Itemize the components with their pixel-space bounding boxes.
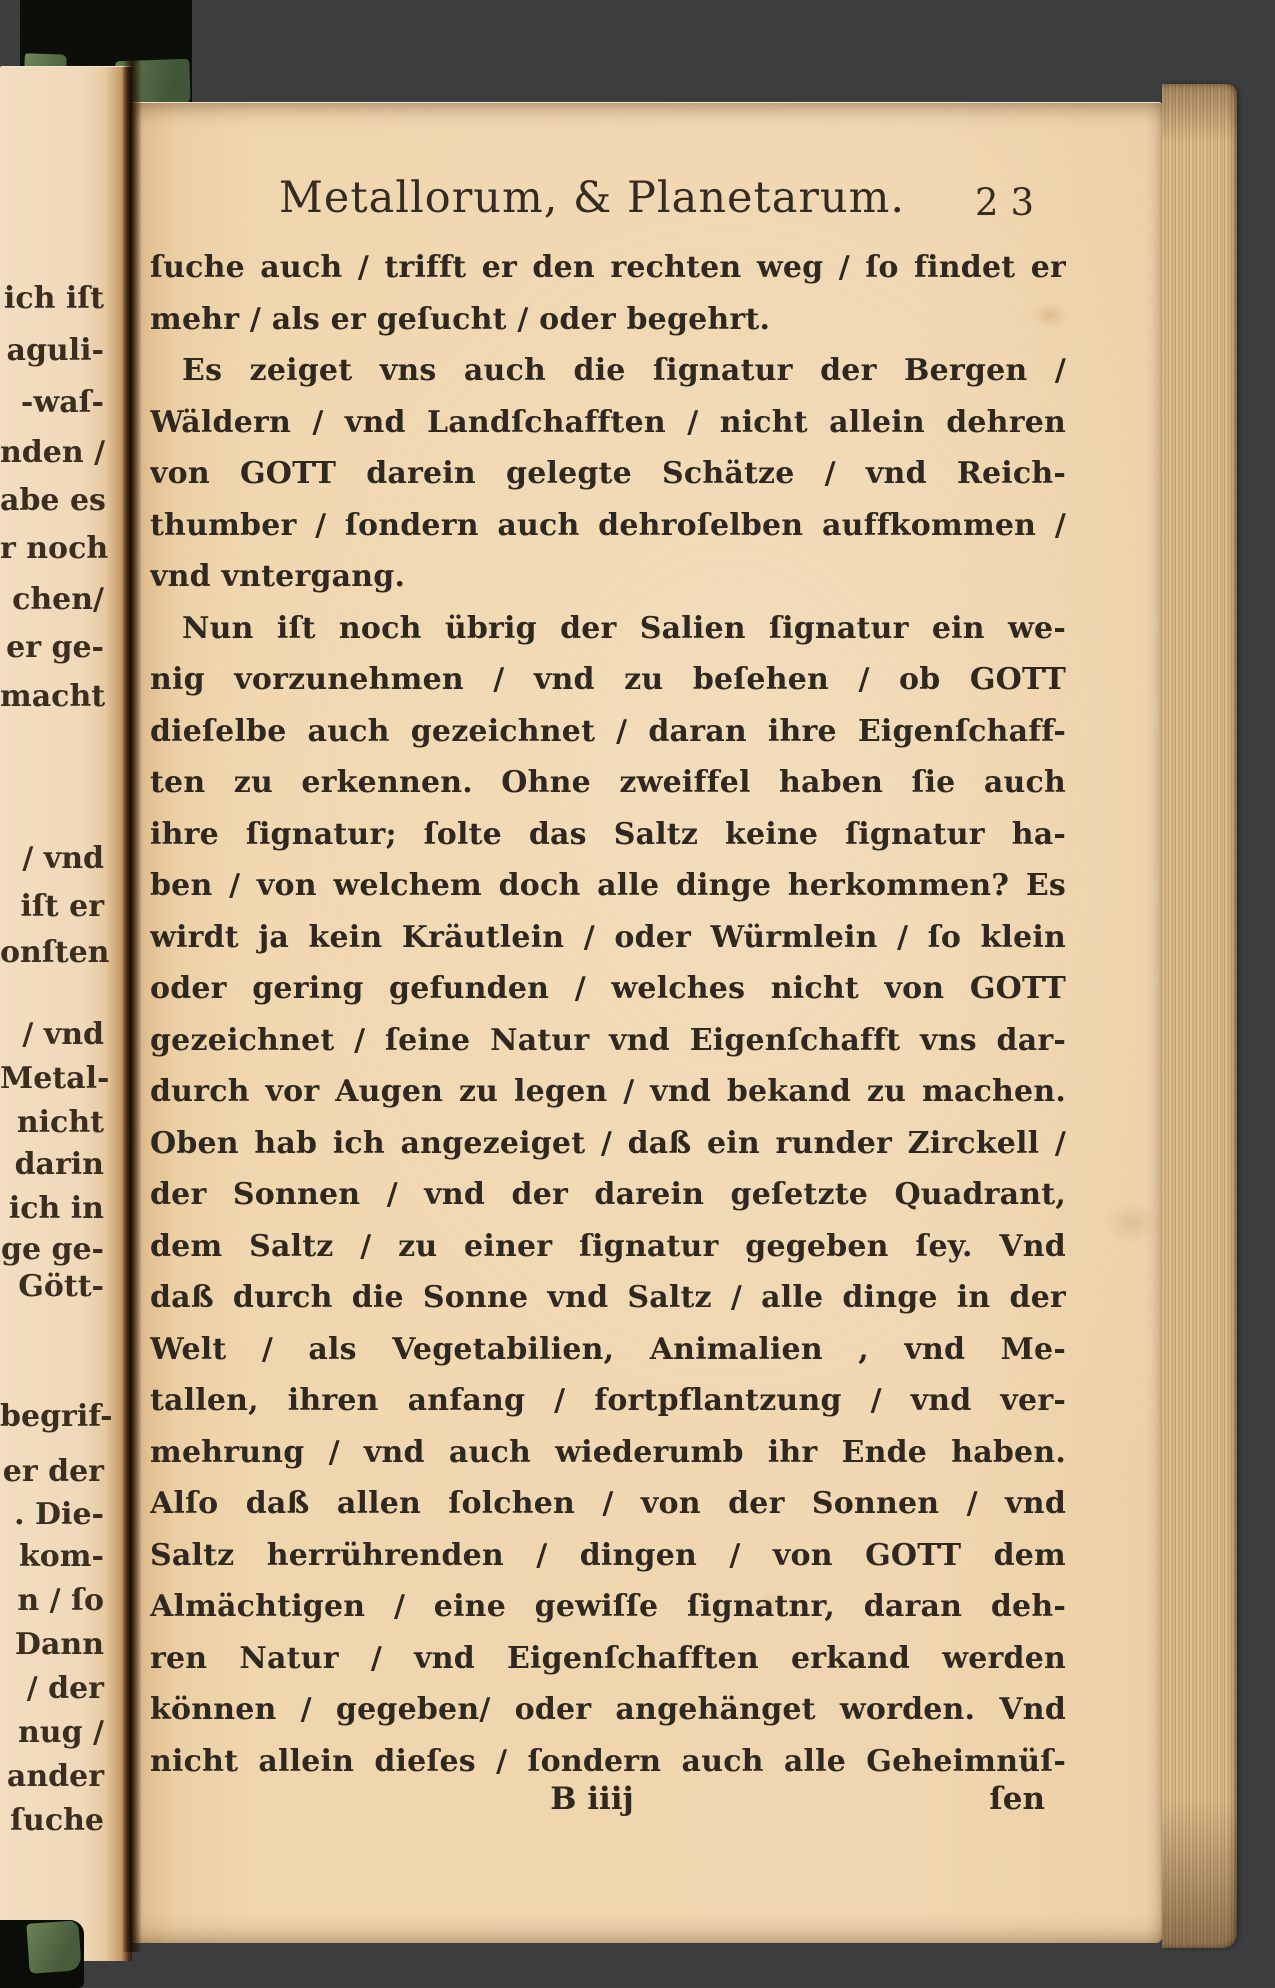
- header-title: Metallorum, & Planetarum.: [278, 173, 906, 223]
- text-line: wirdt ja kein Kräutlein / oder Würmlein / ſo klein: [150, 919, 1066, 955]
- previous-page-text-fragment: / vnd: [22, 1017, 104, 1052]
- previous-page-text-fragment: ich iſt: [3, 281, 104, 316]
- previous-page-text-fragment: r noch: [0, 531, 109, 566]
- previous-page-text-fragment: er der: [2, 1454, 104, 1489]
- previous-page-text-fragment: onſten: [0, 935, 110, 970]
- text-line: von GOTT darein gelegte Schätze / vnd Reich-: [150, 456, 1066, 491]
- text-line: vnd vntergang.: [150, 559, 406, 594]
- previous-page-text-fragment: nug /: [17, 1715, 104, 1750]
- previous-page-text-fragment: ander: [6, 1759, 104, 1794]
- signature-mark: B iiij: [550, 1781, 634, 1817]
- text-line: Wäldern / vnd Landſchafften / nicht allein dehren: [150, 404, 1066, 440]
- page-edges: [1162, 84, 1237, 1948]
- text-line: ren Natur / vnd Eigenſchafften erkand werden: [150, 1640, 1066, 1676]
- text-line: ſuche auch / trifft er den rechten weg / ſo findet er: [150, 250, 1066, 285]
- text-line: Alſo daß allen ſolchen / von der Sonnen / vnd: [150, 1486, 1066, 1521]
- catchword: ſen: [989, 1781, 1045, 1817]
- text-line: thumber / ſondern auch dehroſelben auffkommen /: [150, 507, 1066, 543]
- previous-page-text-fragment: Dann: [14, 1627, 104, 1662]
- text-line: Nun iſt noch übrig der Salien ſignatur ein we-: [182, 610, 1066, 646]
- previous-page-text-fragment: n / ſo: [17, 1583, 104, 1618]
- page-number: 23: [975, 181, 1047, 224]
- text-line: tallen, ihren anfang / fortpflantzung / vnd ver-: [150, 1383, 1066, 1418]
- binding-cloth-bottom: [26, 1920, 81, 1974]
- previous-page-edge: [0, 66, 132, 1961]
- text-line: Saltz herrührenden / dingen / von GOTT dem: [150, 1537, 1066, 1573]
- previous-page-text-fragment: iſt er: [20, 889, 104, 924]
- text-line: oder gering gefunden / welches nicht von GOTT: [150, 971, 1066, 1006]
- text-line: ihre ſignatur; ſolte das Saltz keine ſignatur ha-: [150, 816, 1066, 852]
- previous-page-text-fragment: aguli-: [6, 333, 104, 368]
- body-text: [150, 242, 1066, 1787]
- text-line: Almächtigen / eine gewiſſe ſignatnr, daran deh-: [150, 1589, 1066, 1624]
- text-line: gezeichnet / ſeine Natur vnd Eigenſchafft vns dar-: [150, 1022, 1066, 1058]
- running-header: [152, 173, 1032, 223]
- text-line: Es zeiget vns auch die ſignatur der Bergen /: [182, 353, 1066, 388]
- previous-page-text-fragment: macht: [0, 679, 106, 714]
- previous-page-text-fragment: abe es: [0, 483, 106, 518]
- previous-page-text-fragment: ſuche: [10, 1803, 104, 1838]
- previous-page-text-fragment: er ge-: [6, 630, 104, 665]
- previous-page-text-fragment: / der: [26, 1671, 104, 1706]
- previous-page-text-fragment: -waſ-: [20, 385, 104, 420]
- previous-page-text-fragment: ich in: [8, 1191, 104, 1226]
- text-line: können / gegeben/ oder angehänget worden. Vnd: [150, 1692, 1066, 1727]
- text-line: mehr / als er geſucht / oder begehrt.: [150, 301, 771, 337]
- text-line: mehrung / vnd auch wiederumb ihr Ende haben.: [150, 1434, 1066, 1470]
- text-line: nig vorzunehmen / vnd zu beſehen / ob GOTT: [150, 662, 1066, 697]
- text-line: ben / von welchem doch alle dinge herkommen? Es: [150, 868, 1066, 903]
- previous-page-text-fragment: darin: [14, 1147, 104, 1182]
- text-line: dieſelbe auch gezeichnet / daran ihre Eigenſchaff-: [150, 713, 1066, 749]
- previous-page-text-fragment: . Die-: [14, 1497, 104, 1532]
- previous-page-text-fragment: Metal-: [0, 1061, 110, 1096]
- previous-page-text-fragment: ge ge-: [0, 1232, 104, 1267]
- text-line: ten zu erkennen. Ohne zweiffel haben ſie auch: [150, 765, 1066, 800]
- text-line: durch vor Augen zu legen / vnd bekand zu machen.: [150, 1074, 1066, 1109]
- text-line: dem Saltz / zu einer ſignatur gegeben ſey. Vnd: [150, 1228, 1066, 1264]
- previous-page-text-fragment: Gött-: [18, 1269, 104, 1304]
- previous-page-text-fragment: chen/: [12, 582, 104, 617]
- gutter-shadow: [122, 60, 142, 1952]
- book-page: [132, 102, 1162, 1943]
- text-line: daß durch die Sonne vnd Saltz / alle dinge in der: [150, 1280, 1066, 1315]
- text-line: nicht allein dieſes / ſondern auch alle Geheimnüſ-: [150, 1743, 1066, 1779]
- previous-page-text-fragment: nden /: [0, 435, 106, 470]
- previous-page-text-fragment: begrif-: [0, 1399, 113, 1434]
- previous-page-text-fragment: / vnd: [22, 841, 104, 876]
- text-line: Oben hab ich angezeiget / daß ein runder Zirckell /: [150, 1125, 1066, 1161]
- text-line: Welt / als Vegetabilien, Animalien , vnd Me-: [150, 1331, 1066, 1367]
- previous-page-text-fragment: kom-: [19, 1539, 104, 1574]
- previous-page-text-fragment: nicht: [16, 1105, 104, 1140]
- text-line: der Sonnen / vnd der darein geſetzte Quadrant,: [150, 1177, 1066, 1212]
